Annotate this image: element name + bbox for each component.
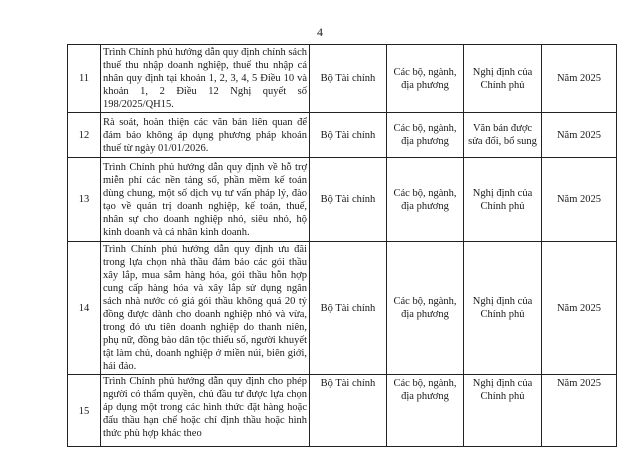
lead-agency: Bộ Tài chính xyxy=(310,158,387,242)
coordinating-agency: Các bộ, ngành, địa phương xyxy=(387,45,464,113)
page-number: 4 xyxy=(317,25,323,39)
lead-agency: Bộ Tài chính xyxy=(310,375,387,447)
task-content: Rà soát, hoàn thiện các văn bản liên quan để đảm bảo không áp dụng phương pháp khoán thuế từ ngày 01/01/2026. xyxy=(101,113,310,158)
table-row xyxy=(68,158,617,242)
completion-time: Năm 2025 xyxy=(542,158,617,242)
output-product: Nghị định của Chính phủ xyxy=(464,158,542,242)
coordinating-agency: Các bộ, ngành, địa phương xyxy=(387,113,464,158)
lead-agency: Bộ Tài chính xyxy=(310,45,387,113)
task-content: Trình Chính phủ hướng dẫn quy định ưu đãi trong lựa chọn nhà thầu đảm bảo các gói thầu xây lắp, mua sắm hàng hóa, gói thầu hỗn hợp cung cấp hàng hóa và xây lắp sử dụng ngân sách nhà nước có giá gói thầu không quá 20 tỷ đồng được dành cho doanh nghiệp nhỏ và vừa, trong đó ưu tiên doanh nghiệp do thanh niên, phụ nữ, đồng bào dân tộc thiểu số, người khuyết tật làm chủ, doanh nghiệp ở miền núi, biên giới, hải đảo. xyxy=(101,242,310,375)
output-product: Nghị định của Chính phủ xyxy=(464,375,542,447)
output-product: Văn bản được sửa đổi, bổ sung xyxy=(464,113,542,158)
coordinating-agency: Các bộ, ngành, địa phương xyxy=(387,242,464,375)
row-number: 11 xyxy=(68,45,101,113)
row-number: 15 xyxy=(68,375,101,447)
row-number: 13 xyxy=(68,158,101,242)
completion-time: Năm 2025 xyxy=(542,45,617,113)
lead-agency: Bộ Tài chính xyxy=(310,242,387,375)
table-row xyxy=(68,242,617,375)
task-table xyxy=(67,44,617,447)
output-product: Nghị định của Chính phủ xyxy=(464,45,542,113)
table-row xyxy=(68,375,617,447)
coordinating-agency: Các bộ, ngành, địa phương xyxy=(387,158,464,242)
task-content: Trình Chính phủ hướng dẫn quy định về hỗ trợ miễn phí các nền tảng số, phần mềm kế toán dùng chung, một số dịch vụ tư vấn pháp lý, đào tạo về quản trị doanh nghiệp, kế toán, thuế, nhân sự cho doanh nghiệp nhỏ, siêu nhỏ, hộ kinh doanh và cá nhân kinh doanh. xyxy=(101,158,310,242)
completion-time: Năm 2025 xyxy=(542,113,617,158)
table-row xyxy=(68,113,617,158)
task-content: Trình Chính phủ hướng dẫn quy định cho phép người có thẩm quyền, chủ đầu tư được lựa chọn áp dụng một trong các hình thức đặt hàng hoặc đấu thầu hạn chế hoặc chỉ định thầu hoặc hình thức phù hợp khác theo xyxy=(101,375,310,447)
coordinating-agency: Các bộ, ngành, địa phương xyxy=(387,375,464,447)
completion-time: Năm 2025 xyxy=(542,242,617,375)
lead-agency: Bộ Tài chính xyxy=(310,113,387,158)
task-content: Trình Chính phủ hướng dẫn quy định chính sách thuế thu nhập doanh nghiệp, thuế thu nhập cá nhân quy định tại khoản 1, 2, 3, 4, 5 Điều 10 và khoản 1, 2 Điều 12 Nghị quyết số 198/2025/QH15. xyxy=(101,45,310,113)
output-product: Nghị định của Chính phủ xyxy=(464,242,542,375)
completion-time: Năm 2025 xyxy=(542,375,617,447)
table-row xyxy=(68,45,617,113)
row-number: 12 xyxy=(68,113,101,158)
row-number: 14 xyxy=(68,242,101,375)
